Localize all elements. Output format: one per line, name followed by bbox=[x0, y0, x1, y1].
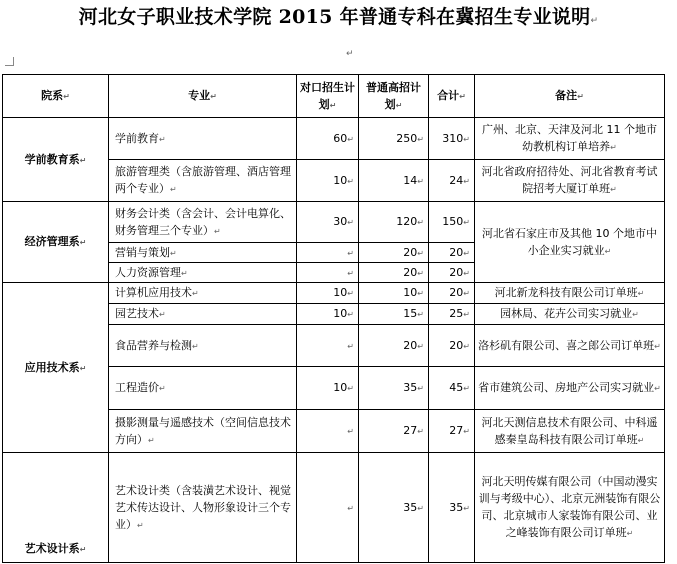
vocational-cell: 10↵ bbox=[297, 304, 359, 325]
dept-cell: 学前教育系↵ bbox=[3, 118, 109, 202]
total-cell: 20↵ bbox=[429, 283, 475, 304]
note-cell: 河北新龙科技有限公司订单班↵ bbox=[475, 283, 665, 304]
general-cell: 20↵ bbox=[359, 325, 429, 367]
table-row bbox=[3, 202, 665, 243]
vocational-cell: 60↵ bbox=[297, 118, 359, 160]
major-cell: 摄影测量与遥感技术（空间信息技术方向）↵ bbox=[109, 410, 297, 453]
vocational-cell: 30↵ bbox=[297, 202, 359, 243]
table-header-row bbox=[3, 75, 665, 118]
vocational-cell: ↵ bbox=[297, 263, 359, 283]
total-cell: 45↵ bbox=[429, 367, 475, 410]
total-cell: 20↵ bbox=[429, 243, 475, 263]
header-note: 备注↵ bbox=[475, 75, 665, 118]
vocational-cell: 10↵ bbox=[297, 283, 359, 304]
major-cell: 学前教育↵ bbox=[109, 118, 297, 160]
dept-cell: 应用技术系↵ bbox=[3, 283, 109, 453]
note-cell: 河北省政府招待处、河北省教育考试院招考大厦订单班↵ bbox=[475, 160, 665, 202]
page-title: 河北女子职业技术学院 2015 年普通专科在冀招生专业说明↵ bbox=[78, 6, 599, 28]
table-row bbox=[3, 453, 665, 563]
total-cell: 27↵ bbox=[429, 410, 475, 453]
margin-marker bbox=[5, 57, 14, 66]
admissions-table bbox=[2, 74, 665, 563]
header-general: 普通高招计划↵ bbox=[359, 75, 429, 118]
total-cell: 20↵ bbox=[429, 263, 475, 283]
total-cell: 20↵ bbox=[429, 325, 475, 367]
total-cell: 24↵ bbox=[429, 160, 475, 202]
major-cell: 旅游管理类（含旅游管理、酒店管理两个专业）↵ bbox=[109, 160, 297, 202]
note-cell: 河北天测信息技术有限公司、中科遥感秦皇岛科技有限公司订单班↵ bbox=[475, 410, 665, 453]
paragraph-mark: ↵ bbox=[346, 49, 354, 59]
vocational-cell: ↵ bbox=[297, 410, 359, 453]
note-cell: 广州、北京、天津及河北 11 个地市幼教机构订单培养↵ bbox=[475, 118, 665, 160]
vocational-cell: 10↵ bbox=[297, 160, 359, 202]
general-cell: 15↵ bbox=[359, 304, 429, 325]
total-cell: 150↵ bbox=[429, 202, 475, 243]
dept-cell: 经济管理系↵ bbox=[3, 202, 109, 283]
major-cell: 营销与策划↵ bbox=[109, 243, 297, 263]
general-cell: 35↵ bbox=[359, 367, 429, 410]
general-cell: 10↵ bbox=[359, 283, 429, 304]
vocational-cell: 10↵ bbox=[297, 367, 359, 410]
general-cell: 250↵ bbox=[359, 118, 429, 160]
total-cell: 25↵ bbox=[429, 304, 475, 325]
major-cell: 人力资源管理↵ bbox=[109, 263, 297, 283]
vocational-cell: ↵ bbox=[297, 453, 359, 563]
table-row bbox=[3, 283, 665, 304]
table-row bbox=[3, 118, 665, 160]
general-cell: 20↵ bbox=[359, 243, 429, 263]
header-dept: 院系↵ bbox=[3, 75, 109, 118]
note-cell: 河北省石家庄市及其他 10 个地市中小企业实习就业↵ bbox=[475, 202, 665, 283]
major-cell: 艺术设计类（含装潢艺术设计、视觉艺术传达设计、人物形象设计三个专业）↵ bbox=[109, 453, 297, 563]
major-cell: 财务会计类（含会计、会计电算化、财务管理三个专业）↵ bbox=[109, 202, 297, 243]
major-cell: 工程造价↵ bbox=[109, 367, 297, 410]
general-cell: 27↵ bbox=[359, 410, 429, 453]
major-cell: 园艺技术↵ bbox=[109, 304, 297, 325]
vocational-cell: ↵ bbox=[297, 243, 359, 263]
note-cell: 省市建筑公司、房地产公司实习就业↵ bbox=[475, 367, 665, 410]
header-vocational: 对口招生计划↵ bbox=[297, 75, 359, 118]
total-cell: 310↵ bbox=[429, 118, 475, 160]
dept-cell: 艺术设计系↵ bbox=[3, 453, 109, 563]
general-cell: 20↵ bbox=[359, 263, 429, 283]
major-cell: 食品营养与检测↵ bbox=[109, 325, 297, 367]
header-total: 合计↵ bbox=[429, 75, 475, 118]
general-cell: 120↵ bbox=[359, 202, 429, 243]
general-cell: 35↵ bbox=[359, 453, 429, 563]
note-cell: 园林局、花卉公司实习就业↵ bbox=[475, 304, 665, 325]
note-cell: 洛杉矶有限公司、喜之郎公司订单班↵ bbox=[475, 325, 665, 367]
major-cell: 计算机应用技术↵ bbox=[109, 283, 297, 304]
general-cell: 14↵ bbox=[359, 160, 429, 202]
vocational-cell: ↵ bbox=[297, 325, 359, 367]
note-cell: 河北天明传媒有限公司（中国动漫实训与考级中心）、北京元洲装饰有限公司、北京城市人家装饰有限公司、业之峰装饰有限公司订单班↵ bbox=[475, 453, 665, 563]
header-major: 专业↵ bbox=[109, 75, 297, 118]
total-cell: 35↵ bbox=[429, 453, 475, 563]
